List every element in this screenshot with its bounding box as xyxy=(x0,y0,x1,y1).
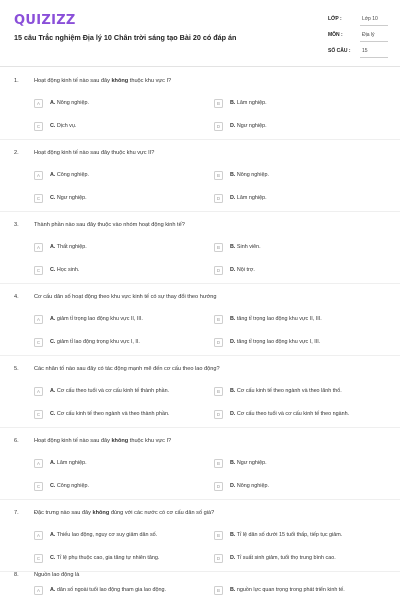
option-badge: D xyxy=(214,266,223,275)
question-text: Cơ cấu dân số hoạt động theo khu vực kinh tế có sự thay đổi theo hướng xyxy=(34,294,217,300)
option-text: B. Ngư nghiệp. xyxy=(230,460,267,466)
question-text: Thành phần nào sau đây thuộc vào nhóm hoạt động kinh tế? xyxy=(34,222,185,228)
meta-count-label: SỐ CÂU : xyxy=(328,48,351,54)
meta-divider xyxy=(360,57,388,58)
question-5 xyxy=(0,356,400,428)
meta-class-label: LỚP : xyxy=(328,16,342,22)
option-text: B. nguồn lực quan trọng trong phát triển kinh tế. xyxy=(230,587,345,593)
question-text: Nguồn lao động là xyxy=(34,572,80,578)
option-badge: D xyxy=(214,122,223,131)
option-text: D. Lâm nghiệp. xyxy=(230,195,267,201)
meta-subject-label: MÔN : xyxy=(328,32,343,38)
option-c[interactable] xyxy=(34,338,209,350)
meta-class-value: Lớp 10 xyxy=(362,16,378,22)
header-divider xyxy=(0,66,400,67)
option-text: B. tăng tỉ trọng lao động khu vực II, III. xyxy=(230,316,322,322)
option-text: B. Sinh viên. xyxy=(230,244,261,250)
option-badge: C xyxy=(34,338,43,347)
question-number: 7. xyxy=(14,510,19,516)
option-c[interactable] xyxy=(34,482,209,494)
option-c[interactable] xyxy=(34,266,209,278)
option-badge: D xyxy=(214,554,223,563)
option-text: C. Dịch vụ. xyxy=(50,123,77,129)
meta-class-row xyxy=(328,13,388,27)
option-a[interactable] xyxy=(34,531,209,543)
meta-subject-value: Địa lý xyxy=(362,32,375,38)
option-d[interactable] xyxy=(214,410,389,422)
option-c[interactable] xyxy=(34,410,209,422)
meta-divider xyxy=(360,41,388,42)
option-a[interactable] xyxy=(34,243,209,255)
option-badge: A xyxy=(34,459,43,468)
option-b[interactable] xyxy=(214,459,389,471)
option-badge: D xyxy=(214,482,223,491)
option-text: C. Cơ cấu kinh tế theo ngành và theo thành phần. xyxy=(50,411,170,417)
question-text: Đặc trưng nào sau đây không đúng với các nước có cơ cấu dân số già? xyxy=(34,510,215,516)
question-number: 2. xyxy=(14,150,19,156)
question-text: Hoạt động kinh tế nào sau đây không thuộc khu vực I? xyxy=(34,438,172,444)
question-number: 3. xyxy=(14,222,19,228)
option-badge: C xyxy=(34,554,43,563)
question-1 xyxy=(0,68,400,140)
option-d[interactable] xyxy=(214,122,389,134)
option-text: A. dân số ngoài tuổi lao động tham gia lao động. xyxy=(50,587,166,593)
option-d[interactable] xyxy=(214,194,389,206)
option-text: C. Học sinh. xyxy=(50,267,80,273)
option-badge: B xyxy=(214,171,223,180)
option-d[interactable] xyxy=(214,266,389,278)
question-number: 6. xyxy=(14,438,19,444)
question-4 xyxy=(0,284,400,356)
question-3 xyxy=(0,212,400,284)
option-a[interactable] xyxy=(34,459,209,471)
option-text: D. Ngư nghiệp. xyxy=(230,123,267,129)
question-6 xyxy=(0,428,400,500)
question-number: 5. xyxy=(14,366,19,372)
option-b[interactable] xyxy=(214,586,389,598)
option-b[interactable] xyxy=(214,243,389,255)
option-text: D. Tỉ suất sinh giảm, tuổi thọ trung bình cao. xyxy=(230,555,336,561)
option-badge: D xyxy=(214,410,223,419)
option-text: A. Lâm nghiệp. xyxy=(50,460,87,466)
option-text: C. Ngư nghiệp. xyxy=(50,195,87,201)
option-badge: C xyxy=(34,410,43,419)
question-text: Hoạt động kinh tế nào sau đây không thuộc khu vực I? xyxy=(34,78,172,84)
option-b[interactable] xyxy=(214,387,389,399)
option-badge: A xyxy=(34,315,43,324)
question-text: Hoạt động kinh tế nào sau đây thuộc khu vực II? xyxy=(34,150,155,156)
option-a[interactable] xyxy=(34,171,209,183)
option-badge: D xyxy=(214,194,223,203)
question-8 xyxy=(0,562,400,600)
option-text: B. Nông nghiệp. xyxy=(230,172,269,178)
option-badge: A xyxy=(34,171,43,180)
option-b[interactable] xyxy=(214,171,389,183)
option-badge: B xyxy=(214,459,223,468)
page-title: 15 câu Trắc nghiệm Địa lý 10 Chân trời sáng tạo Bài 20 có đáp án xyxy=(14,33,237,42)
option-badge: C xyxy=(34,266,43,275)
option-text: C. giảm tỉ lao động trọng khu vực I, II. xyxy=(50,339,140,345)
option-c[interactable] xyxy=(34,194,209,206)
option-badge: B xyxy=(214,586,223,595)
question-number: 4. xyxy=(14,294,19,300)
question-number: 8. xyxy=(14,572,19,578)
option-text: A. Cơ cấu theo tuổi và cơ cấu kinh tế thành phần. xyxy=(50,388,170,394)
option-text: A. giảm tỉ trọng lao động khu vực II, III. xyxy=(50,316,143,322)
option-text: B. Cơ cấu kinh tế theo ngành và theo lãnh thổ. xyxy=(230,388,342,394)
option-badge: A xyxy=(34,531,43,540)
option-badge: B xyxy=(214,315,223,324)
option-d[interactable] xyxy=(214,482,389,494)
meta-divider xyxy=(360,25,388,26)
option-text: B. Lâm nghiệp. xyxy=(230,100,267,106)
option-b[interactable] xyxy=(214,315,389,327)
question-2 xyxy=(0,140,400,212)
option-text: A. Thất nghiệp. xyxy=(50,244,87,250)
option-b[interactable] xyxy=(214,531,389,543)
option-badge: A xyxy=(34,387,43,396)
option-d[interactable] xyxy=(214,338,389,350)
option-badge: A xyxy=(34,99,43,108)
option-badge: D xyxy=(214,338,223,347)
option-text: D. Nông nghiệp. xyxy=(230,483,269,489)
option-badge: C xyxy=(34,122,43,131)
option-a[interactable] xyxy=(34,99,209,111)
option-badge: B xyxy=(214,99,223,108)
option-badge: C xyxy=(34,194,43,203)
option-text: C. Tỉ lệ phụ thuộc cao, gia tăng tự nhiên tăng. xyxy=(50,555,160,561)
option-badge: B xyxy=(214,531,223,540)
option-a[interactable] xyxy=(34,315,209,327)
meta-count-row xyxy=(328,45,388,59)
option-badge: C xyxy=(34,482,43,491)
option-a[interactable] xyxy=(34,387,209,399)
option-badge: B xyxy=(214,243,223,252)
option-text: D. tăng tỉ trọng lao động khu vực I, III. xyxy=(230,339,321,345)
option-c[interactable] xyxy=(34,122,209,134)
option-text: D. Cơ cấu theo tuổi và cơ cấu kinh tế theo ngành. xyxy=(230,411,350,417)
option-text: A. Nông nghiệp. xyxy=(50,100,89,106)
option-text: A. Thiếu lao động, nguy cơ suy giảm dân số. xyxy=(50,532,158,538)
option-text: D. Nội trợ. xyxy=(230,267,255,273)
option-text: C. Công nghiệp. xyxy=(50,483,89,489)
option-text: A. Công nghiệp. xyxy=(50,172,89,178)
option-badge: B xyxy=(214,387,223,396)
option-badge: A xyxy=(34,243,43,252)
option-a[interactable] xyxy=(34,586,209,598)
meta-subject-row xyxy=(328,29,388,43)
meta-count-value: 15 xyxy=(362,48,368,54)
page-header xyxy=(0,0,400,68)
option-badge: A xyxy=(34,586,43,595)
question-text: Các nhân tố nào sau đây có tác động mạnh mẽ đến cơ cấu theo lao động? xyxy=(34,366,220,372)
option-text: B. Tỉ lệ dân số dưới 15 tuổi thấp, tiếp tục giảm. xyxy=(230,532,343,538)
question-number: 1. xyxy=(14,78,19,84)
option-b[interactable] xyxy=(214,99,389,111)
quizizz-logo: QUIZIZZ xyxy=(14,13,76,28)
